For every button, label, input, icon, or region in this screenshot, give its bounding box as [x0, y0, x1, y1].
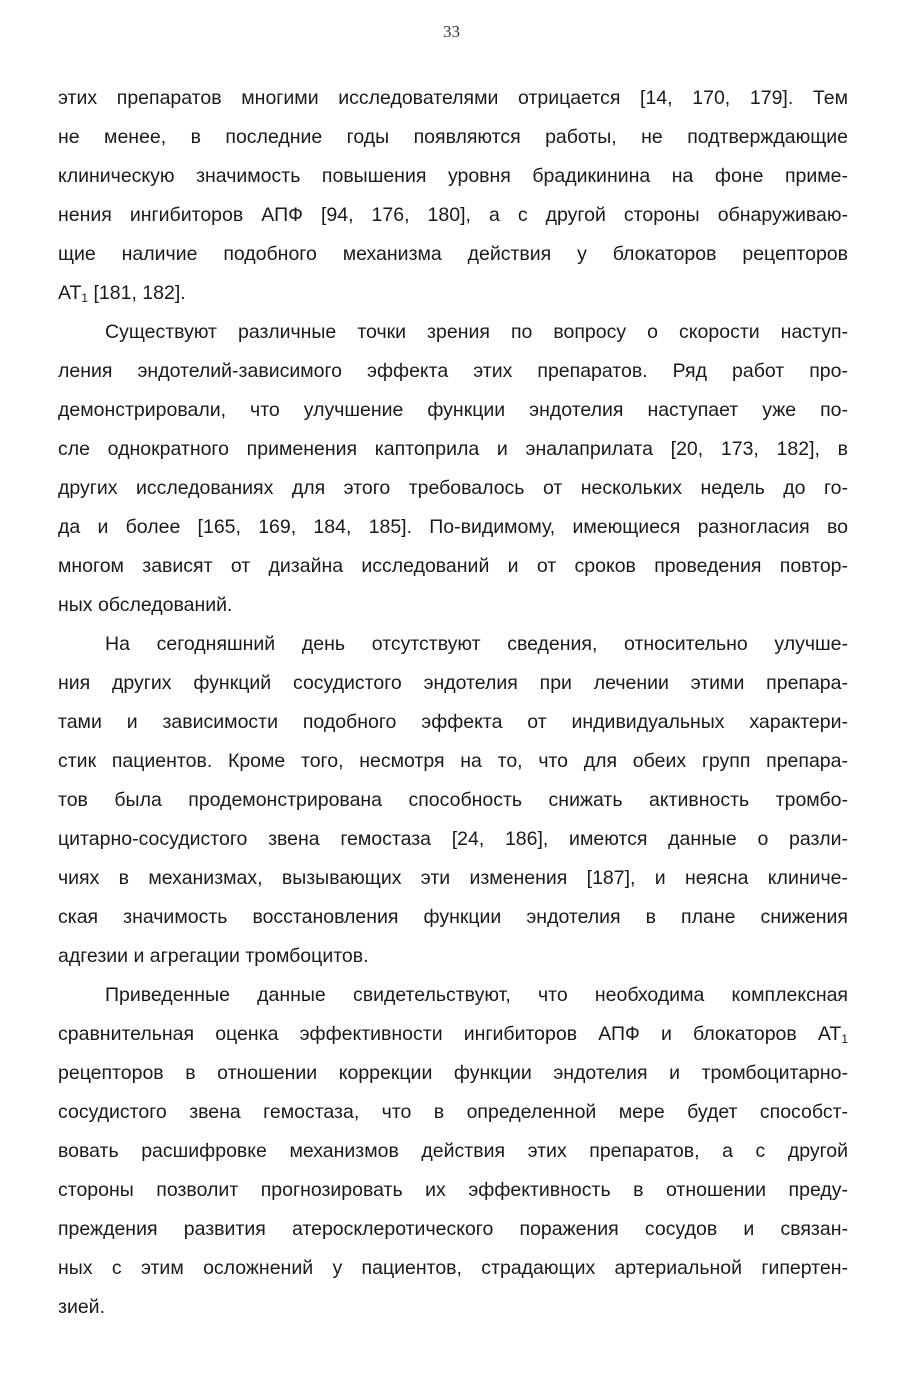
text-line: других исследованиях для этого требовалось от нескольких недель до го- [58, 477, 848, 499]
text-line: сравнительная оценка эффективности ингибиторов АПФ и блокаторов $АТ_1$ [58, 1023, 848, 1046]
text-line: ных обследований. [58, 594, 233, 616]
page-number: 33 [443, 22, 460, 41]
text-line: зией. [58, 1296, 105, 1318]
text-line: многом зависят от дизайна исследований и от сроков проведения повтор- [58, 555, 848, 577]
paragraph [58, 313, 848, 625]
text-line: цитарно-сосудистого звена гемостаза [24, 186], имеются данные о разли- [58, 828, 848, 850]
text-line: стик пациентов. Кроме того, несмотря на то, что для обеих групп препара- [58, 750, 848, 772]
paragraph [58, 976, 848, 1327]
paragraph [58, 625, 848, 976]
document-body [58, 79, 848, 1327]
text-line: не менее, в последние годы появляются работы, не подтверждающие [58, 126, 848, 148]
text-line: ская значимость восстановления функции эндотелия в плане снижения [58, 906, 848, 928]
text-line: ния других функций сосудистого эндотелия при лечении этими препара- [58, 672, 848, 694]
text-line: На сегодняшний день отсутствуют сведения, относительно улучше- [105, 633, 848, 655]
text-line: щие наличие подобного механизма действия у блокаторов рецепторов [58, 243, 848, 265]
text-line: ных с этим осложнений у пациентов, страдающих артериальной гипертен- [58, 1257, 848, 1279]
paragraph [58, 79, 848, 313]
text-line: $АТ_1$ [181, 182]. [58, 282, 186, 305]
text-line: Существуют различные точки зрения по вопросу о скорости наступ- [105, 321, 848, 343]
text-line: сле однократного применения каптоприла и эналаприлата [20, 173, 182], в [58, 438, 848, 460]
text-line: демонстрировали, что улучшение функции эндотелия наступает уже по- [58, 399, 848, 421]
text-line: стороны позволит прогнозировать их эффективность в отношении преду- [58, 1179, 848, 1201]
text-line: рецепторов в отношении коррекции функции эндотелия и тромбоцитарно- [58, 1062, 848, 1084]
text-line: вовать расшифровке механизмов действия этих препаратов, а с другой [58, 1140, 848, 1162]
text-line: этих препаратов многими исследователями отрицается [14, 170, 179]. Тем [58, 87, 848, 109]
text-line: тами и зависимости подобного эффекта от индивидуальных характери- [58, 711, 848, 733]
text-line: Приведенные данные свидетельствуют, что необходима комплексная [105, 984, 848, 1006]
text-line: тов была продемонстрирована способность снижать активность тромбо- [58, 789, 848, 811]
text-line: адгезии и агрегации тромбоцитов. [58, 945, 369, 967]
text-line: преждения развития атеросклеротического поражения сосудов и связан- [58, 1218, 848, 1240]
text-line: клиническую значимость повышения уровня брадикинина на фоне приме- [58, 165, 848, 187]
text-line: чиях в механизмах, вызывающих эти изменения [187], и неясна клиниче- [58, 867, 848, 889]
text-line: ления эндотелий-зависимого эффекта этих препаратов. Ряд работ про- [58, 360, 848, 382]
text-line: сосудистого звена гемостаза, что в определенной мере будет способст- [58, 1101, 848, 1123]
text-line: да и более [165, 169, 184, 185]. По-видимому, имеющиеся разногласия во [58, 516, 848, 538]
text-line: нения ингибиторов АПФ [94, 176, 180], а с другой стороны обнаруживаю- [58, 204, 848, 226]
